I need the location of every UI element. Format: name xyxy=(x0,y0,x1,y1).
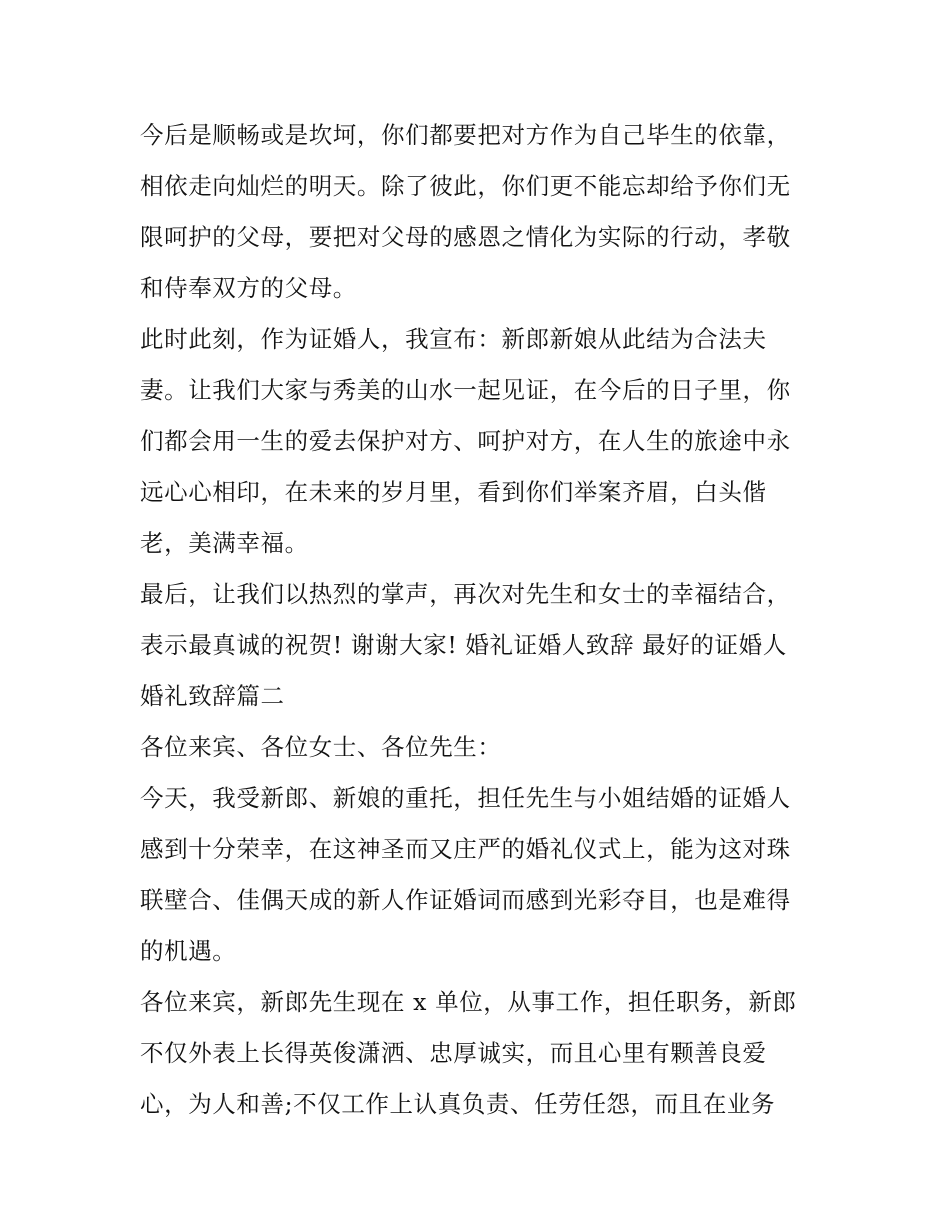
text-line: 此时此刻，作为证婚人，我宣布：新郎新娘从此结为合法夫 xyxy=(140,325,767,353)
text-line: 和侍奉双方的父母。 xyxy=(140,274,357,302)
text-line: 的机遇。 xyxy=(140,937,237,965)
text-line: 妻。让我们大家与秀美的山水一起见证，在今后的日子里，你 xyxy=(140,376,791,404)
text-line: 联壁合、佳偶天成的新人作证婚词而感到光彩夺目，也是难得 xyxy=(140,886,791,914)
text-line: 最后，让我们以热烈的掌声，再次对先生和女士的幸福结合， xyxy=(140,580,791,608)
text-line: 不仅外表上长得英俊潇洒、忠厚诚实，而且心里有颗善良爱 xyxy=(140,1039,767,1067)
text-line: 婚礼致辞篇二 xyxy=(140,682,285,710)
text-line: 表示最真诚的祝贺! 谢谢大家! 婚礼证婚人致辞 最好的证婚人 xyxy=(140,631,787,659)
text-line: 今后是顺畅或是坎坷，你们都要把对方作为自己毕生的依靠， xyxy=(140,121,791,149)
text-line: 老，美满幸福。 xyxy=(140,529,309,557)
text-line: 远心心相印，在未来的岁月里，看到你们举案齐眉，白头偕 xyxy=(140,478,767,506)
text-line: 限呵护的父母，要把对父母的感恩之情化为实际的行动，孝敬 xyxy=(140,223,791,251)
text-line: 们都会用一生的爱去保护对方、呵护对方，在人生的旅途中永 xyxy=(140,427,791,455)
text-line: 感到十分荣幸，在这神圣而又庄严的婚礼仪式上，能为这对珠 xyxy=(140,835,791,863)
document-body xyxy=(140,110,840,1130)
text-line: 各位来宾、各位女士、各位先生： xyxy=(140,733,502,761)
text-line: 各位来宾，新郎先生现在 x 单位，从事工作，担任职务，新郎 xyxy=(140,988,797,1016)
text-line: 相依走向灿烂的明天。除了彼此，你们更不能忘却给予你们无 xyxy=(140,172,791,200)
text-line: 心，为人和善;不仅工作上认真负责、任劳任怨，而且在业务 xyxy=(140,1090,776,1118)
text-line: 今天，我受新郎、新娘的重托，担任先生与小姐结婚的证婚人 xyxy=(140,784,791,812)
